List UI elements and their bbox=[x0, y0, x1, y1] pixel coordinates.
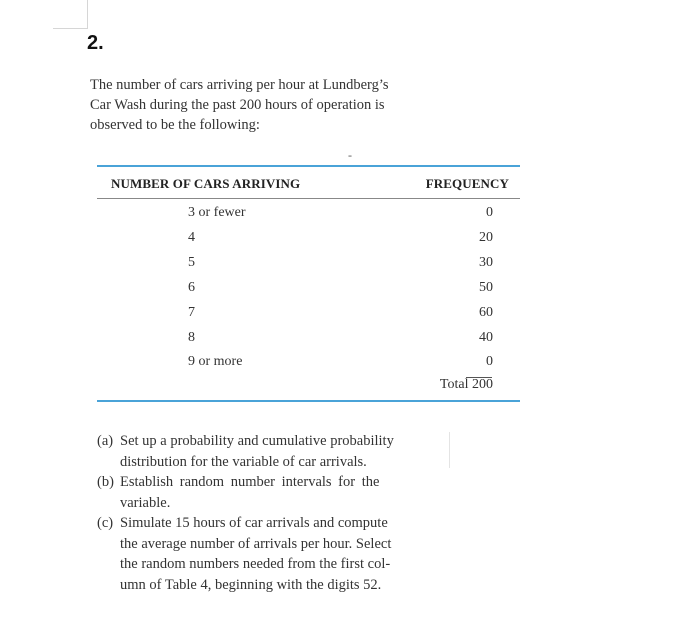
scan-edge bbox=[449, 432, 450, 468]
page-corner-mark bbox=[82, 0, 88, 29]
table-header-rule bbox=[97, 198, 520, 199]
table-cell-cars: 3 or fewer bbox=[188, 205, 246, 220]
part-line: the average number of arrivals per hour. Select bbox=[120, 535, 392, 552]
table-cell-cars: 6 bbox=[188, 280, 195, 295]
column-header-cars: NUMBER OF CARS ARRIVING bbox=[111, 176, 301, 191]
table-total: Total 200 bbox=[439, 377, 493, 392]
part-b bbox=[97, 472, 449, 513]
part-line: variable. bbox=[120, 494, 171, 511]
question-number: 2. bbox=[87, 32, 104, 54]
table-cell-cars: 5 bbox=[188, 255, 195, 270]
table-cell-frequency: 50 bbox=[479, 280, 493, 295]
table-cell-frequency: 40 bbox=[479, 330, 493, 345]
part-line: Establish random number intervals for the bbox=[120, 474, 380, 490]
table-cell-frequency: 20 bbox=[479, 230, 493, 245]
part-a bbox=[97, 431, 449, 472]
table-top-rule bbox=[97, 165, 520, 167]
intro-line: observed to be the following: bbox=[90, 117, 260, 133]
part-label: (b) bbox=[97, 474, 114, 490]
part-line: Set up a probability and cumulative probability bbox=[120, 433, 394, 449]
column-header-frequency: FREQUENCY bbox=[425, 176, 509, 191]
table-cell-cars: 8 bbox=[188, 330, 195, 345]
page-corner-line bbox=[53, 28, 83, 29]
stray-tick-mark: - bbox=[348, 148, 352, 162]
part-line: the random numbers needed from the first col- bbox=[120, 556, 391, 572]
part-line: umn of Table 4, beginning with the digits 52. bbox=[120, 576, 382, 593]
question-parts bbox=[97, 431, 449, 595]
part-label: (c) bbox=[97, 515, 114, 531]
table-cell-frequency: 0 bbox=[486, 354, 493, 369]
table-cell-cars: 7 bbox=[188, 305, 195, 320]
intro-line: Car Wash during the past 200 hours of operation is bbox=[90, 97, 385, 113]
table-cell-frequency: 30 bbox=[479, 255, 493, 270]
part-line: distribution for the variable of car arrivals. bbox=[120, 453, 367, 470]
table-cell-cars: 4 bbox=[188, 230, 195, 245]
table-bottom-rule bbox=[97, 400, 520, 402]
intro-line: The number of cars arriving per hour at Lundberg’s bbox=[90, 77, 389, 93]
problem-statement bbox=[90, 75, 460, 135]
part-c bbox=[97, 513, 449, 595]
table-cell-frequency: 60 bbox=[479, 305, 493, 320]
part-line: Simulate 15 hours of car arrivals and compute bbox=[120, 515, 388, 531]
table-cell-frequency: 0 bbox=[486, 205, 493, 220]
table-cell-cars: 9 or more bbox=[188, 354, 243, 369]
part-label: (a) bbox=[97, 433, 114, 449]
